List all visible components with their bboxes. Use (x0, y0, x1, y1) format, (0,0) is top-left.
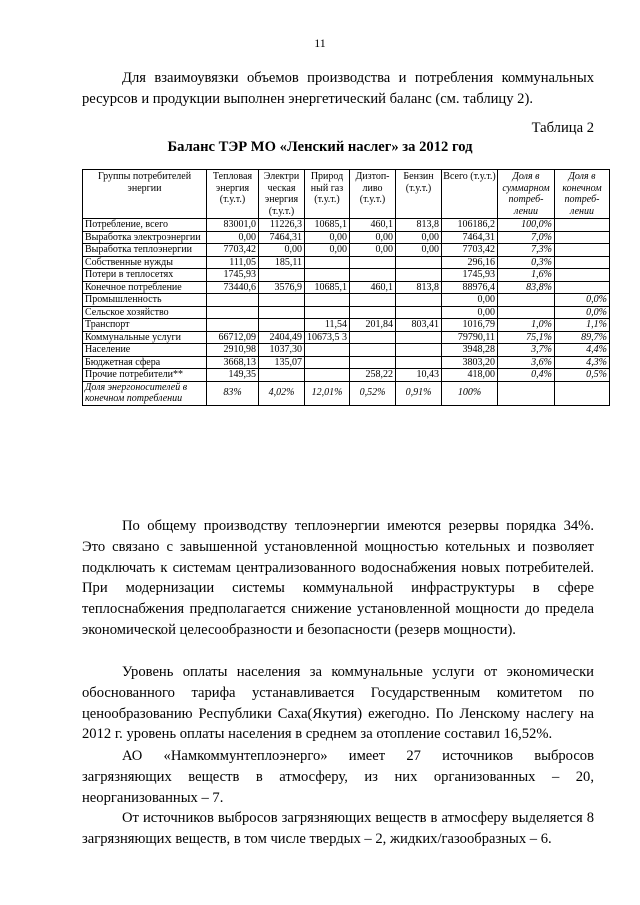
table-cell (555, 219, 610, 232)
table-cell: 7703,42 (207, 244, 259, 257)
table-row (83, 356, 610, 369)
table-cell: 258,22 (350, 369, 396, 382)
row-label: Транспорт (83, 319, 207, 332)
row-label: Прочие потребители** (83, 369, 207, 382)
table-cell: 813,8 (396, 281, 442, 294)
table-cell (350, 356, 396, 369)
table-cell: 149,35 (207, 369, 259, 382)
table-cell: 813,8 (396, 219, 442, 232)
table-cell (305, 269, 350, 282)
table-cell: 4,3% (555, 356, 610, 369)
table-cell: 0,00 (350, 231, 396, 244)
table-cell: 7,3% (498, 244, 555, 257)
table-row (83, 281, 610, 294)
table-cell: 10673,5 3 (305, 331, 350, 344)
table-cell: 88976,4 (442, 281, 498, 294)
table-cell (396, 344, 442, 357)
table-cell: 460,1 (350, 219, 396, 232)
table-row (83, 269, 610, 282)
table-cell (259, 269, 305, 282)
table-cell (555, 269, 610, 282)
table-cell (555, 381, 610, 405)
table-cell (555, 244, 610, 257)
table-cell: 0,4% (498, 369, 555, 382)
table-row (83, 319, 610, 332)
table-cell: 12,01% (305, 381, 350, 405)
table-cell: 0,0% (555, 306, 610, 319)
table-cell (259, 294, 305, 307)
table-cell: 106186,2 (442, 219, 498, 232)
table-cell (259, 306, 305, 319)
table-cell (396, 269, 442, 282)
table-cell: 418,00 (442, 369, 498, 382)
table-cell: 10,43 (396, 369, 442, 382)
table-title: Баланс ТЭР МО «Ленский наслег» за 2012 год (167, 139, 473, 155)
table-cell: 7464,31 (442, 231, 498, 244)
table-cell: 460,1 (350, 281, 396, 294)
table-cell: 4,02% (259, 381, 305, 405)
table-cell: 73440,6 (207, 281, 259, 294)
row-label: Коммунальные услуги (83, 331, 207, 344)
table-cell (259, 319, 305, 332)
column-header: Дизтоп- ливо (т.у.т.) (350, 170, 396, 219)
table-cell (207, 319, 259, 332)
row-label: Население (83, 344, 207, 357)
body-paragraph: По общему производству теплоэнергии имеются резервы порядка 34%. Это связано с завышенной установленной мощностью котельных и позволяет подключать к системам централизованного водоснабжения новых потребителей. При модернизации системы коммунальной инфраструктуры в сфере теплоснабжения предполагается снижение установленной мощности до предела экономической целесообразности и безопасности (резерв мощности). (82, 518, 594, 638)
table-cell: 1745,93 (442, 269, 498, 282)
table-cell (555, 281, 610, 294)
energy-balance-table (82, 169, 610, 406)
table-row (83, 231, 610, 244)
table-cell: 3576,9 (259, 281, 305, 294)
table-row (83, 294, 610, 307)
table-cell: 0,00 (396, 244, 442, 257)
column-header: Доля в суммарном потреб- лении (498, 170, 555, 219)
table-cell: 83,8% (498, 281, 555, 294)
table-cell: 10685,1 (305, 281, 350, 294)
table-header-row (83, 170, 610, 219)
table-cell (350, 269, 396, 282)
table-row (83, 331, 610, 344)
table-cell (498, 381, 555, 405)
table-cell (305, 344, 350, 357)
table-cell: 79790,11 (442, 331, 498, 344)
table-cell (305, 369, 350, 382)
table-cell (350, 256, 396, 269)
table-cell (305, 256, 350, 269)
table-cell: 3668,13 (207, 356, 259, 369)
table-row (83, 306, 610, 319)
table-cell: 0,52% (350, 381, 396, 405)
table-cell (350, 294, 396, 307)
table-cell: 0,00 (396, 231, 442, 244)
table-cell (305, 356, 350, 369)
body-paragraph: От источников выбросов загрязняющих веществ в атмосферу выделяется 8 загрязняющих веществ, в том числе твердых – 2, жидких/газообразных – 6. (82, 810, 594, 847)
table-row (83, 344, 610, 357)
table-cell: 0,91% (396, 381, 442, 405)
table-cell: 7,0% (498, 231, 555, 244)
page-number: 11 (314, 36, 326, 50)
row-label: Доля энергоносителей в конечном потреблении (83, 381, 207, 405)
table-cell: 0,00 (305, 231, 350, 244)
table-cell: 135,07 (259, 356, 305, 369)
table-cell (305, 306, 350, 319)
table-cell: 201,84 (350, 319, 396, 332)
table-cell: 7703,42 (442, 244, 498, 257)
table-cell: 1016,79 (442, 319, 498, 332)
row-label: Потери в теплосетях (83, 269, 207, 282)
table-cell: 66712,09 (207, 331, 259, 344)
row-label: Выработка электроэнергии (83, 231, 207, 244)
row-label: Потребление, всего (83, 219, 207, 232)
row-label: Промышленность (83, 294, 207, 307)
share-row (83, 381, 610, 405)
table-cell: 0,00 (207, 231, 259, 244)
table-cell: 100,0% (498, 219, 555, 232)
table-caption: Таблица 2 (531, 120, 594, 136)
table-cell: 3,7% (498, 344, 555, 357)
table-cell (350, 306, 396, 319)
table-cell: 2910,98 (207, 344, 259, 357)
table-cell: 185,11 (259, 256, 305, 269)
table-row (83, 244, 610, 257)
column-header: Природ ный газ (т.у.т.) (305, 170, 350, 219)
table-cell: 75,1% (498, 331, 555, 344)
table-cell: 296,16 (442, 256, 498, 269)
table-cell: 4,4% (555, 344, 610, 357)
row-label: Выработка теплоэнергии (83, 244, 207, 257)
column-header: Электри ческая энергия (т.у.т.) (259, 170, 305, 219)
body-paragraph: АО «Намкоммунтеплоэнерго» имеет 27 источников выбросов загрязняющих веществ в атмосферу, из них организованных – 20, неорганизованных – 7. (82, 748, 594, 806)
table-cell (350, 344, 396, 357)
table-row (83, 369, 610, 382)
table-row (83, 256, 610, 269)
table-cell: 10685,1 (305, 219, 350, 232)
table-cell: 1745,93 (207, 269, 259, 282)
table-cell (350, 331, 396, 344)
table-cell: 83% (207, 381, 259, 405)
column-header: Всего (т.у.т.) (442, 170, 498, 219)
table-cell: 1037,30 (259, 344, 305, 357)
table-cell (259, 369, 305, 382)
table-cell: 0,00 (442, 294, 498, 307)
body-paragraph: Уровень оплаты населения за коммунальные услуги от экономически обоснованного тарифа устанавливается Государственным комитетом по ценообразованию Республики Саха(Якутия) ежегодно. По Ленскому наслегу на 2012 г. уровень оплаты населения в среднем за отопление составил 16,52%. (82, 664, 594, 743)
table-cell (396, 306, 442, 319)
table-cell: 0,0% (555, 294, 610, 307)
table-cell (498, 306, 555, 319)
table-cell: 0,00 (259, 244, 305, 257)
table-cell: 0,3% (498, 256, 555, 269)
table-row (83, 219, 610, 232)
table-cell: 0,00 (442, 306, 498, 319)
table-cell: 7464,31 (259, 231, 305, 244)
table-cell: 0,00 (350, 244, 396, 257)
table-cell (396, 356, 442, 369)
row-label: Сельское хозяйство (83, 306, 207, 319)
table-cell: 100% (442, 381, 498, 405)
column-header: Доля в конечном потреб- лении (555, 170, 610, 219)
table-cell (555, 231, 610, 244)
intro-paragraph: Для взаимоувязки объемов производства и потребления коммунальных ресурсов и продукции выполнен энергетический баланс (см. таблицу 2). (82, 70, 594, 107)
table-cell: 1,1% (555, 319, 610, 332)
column-header: Бензин (т.у.т.) (396, 170, 442, 219)
table-cell (498, 294, 555, 307)
table-cell (305, 294, 350, 307)
table-cell: 1,6% (498, 269, 555, 282)
column-header: Тепловая энергия (т.у.т.) (207, 170, 259, 219)
table-cell (207, 294, 259, 307)
table-cell (207, 306, 259, 319)
table-cell: 89,7% (555, 331, 610, 344)
table-cell (555, 256, 610, 269)
row-label: Конечное потребление (83, 281, 207, 294)
table-cell: 11,54 (305, 319, 350, 332)
table-cell: 3,6% (498, 356, 555, 369)
column-header: Группы потребителей энергии (83, 170, 207, 219)
table-cell: 0,5% (555, 369, 610, 382)
table-cell (396, 294, 442, 307)
table-cell: 1,0% (498, 319, 555, 332)
table-cell (396, 331, 442, 344)
table-cell: 0,00 (305, 244, 350, 257)
table-cell: 3948,28 (442, 344, 498, 357)
row-label: Бюджетная сфера (83, 356, 207, 369)
table-cell (396, 256, 442, 269)
row-label: Собственные нужды (83, 256, 207, 269)
table-cell: 111,05 (207, 256, 259, 269)
table-cell: 11226,3 (259, 219, 305, 232)
table-cell: 83001,0 (207, 219, 259, 232)
table-cell: 3803,20 (442, 356, 498, 369)
table-cell: 803,41 (396, 319, 442, 332)
table-cell: 2404,49 (259, 331, 305, 344)
